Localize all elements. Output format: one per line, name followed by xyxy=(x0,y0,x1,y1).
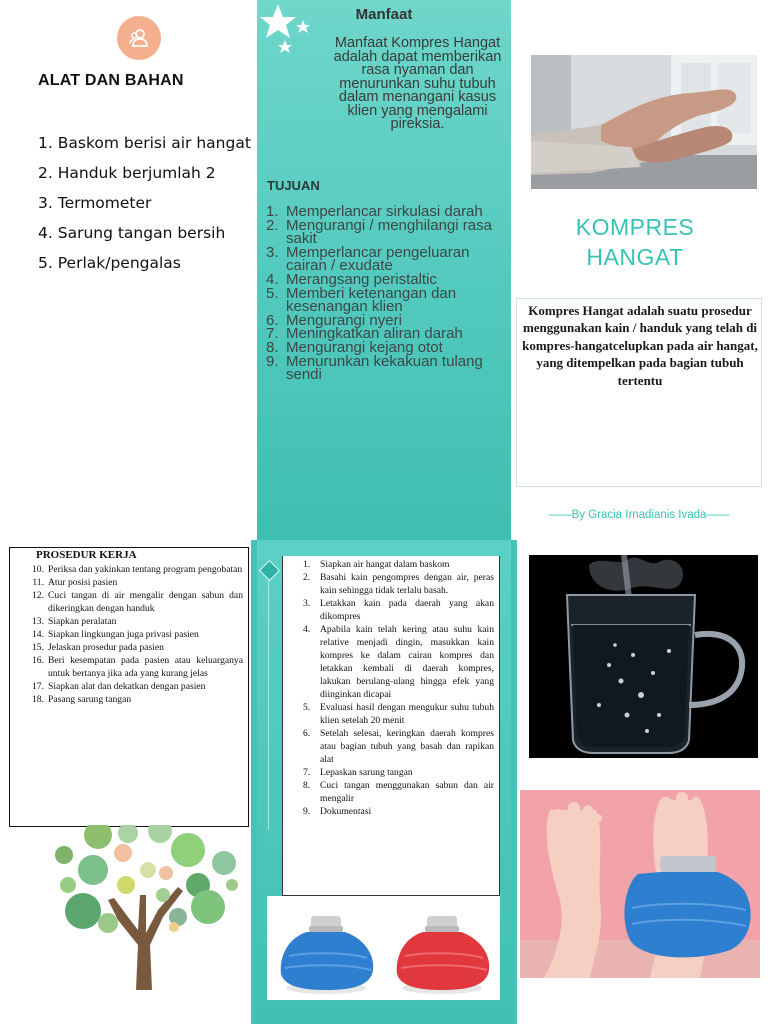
list-label: Memperlancar sirkulasi darah xyxy=(286,203,483,220)
list-item xyxy=(287,727,494,766)
list-number: 8. xyxy=(303,780,311,791)
list-number: 2. xyxy=(266,216,279,234)
list-item xyxy=(38,130,253,160)
list-label: Menurunkan kekakuan tulang sendi xyxy=(286,352,483,384)
list-item xyxy=(266,352,510,384)
list-label: Siapkan alat dan dekatkan dengan pasien xyxy=(48,681,206,692)
list-label: Basahi kain pengompres dengan air, peras kain sehingga tidak terlalu basah. xyxy=(320,572,494,596)
list-number: 5. xyxy=(38,254,53,272)
list-label: Dokumentasi xyxy=(320,806,372,817)
list-number: 2. xyxy=(303,572,311,583)
foot-compress-photo xyxy=(520,790,760,978)
list-label: Baskom berisi air hangat xyxy=(57,134,251,152)
list-item xyxy=(14,576,243,589)
list-item xyxy=(287,623,494,701)
manfaat-text: Manfaat Kompres Hangat adalah dapat memberikan rasa nyaman dan menurunkan suhu tubuh dalam menangani kasus klien yang mengalami pireksia. xyxy=(333,35,502,132)
list-label: Siapkan lingkungan juga privasi pasien xyxy=(48,629,199,640)
teal-divider-left xyxy=(251,540,257,1024)
list-number: 13. xyxy=(32,616,44,627)
list-item xyxy=(38,190,253,220)
tujuan-heading: TUJUAN xyxy=(267,178,320,193)
title-line: HANGAT xyxy=(586,244,684,270)
list-number: 5. xyxy=(303,702,311,713)
list-number: 4. xyxy=(303,624,311,635)
list-label: Memberi ketenangan dan kesenangan klien xyxy=(286,284,457,316)
list-item xyxy=(14,589,243,615)
list-number: 3. xyxy=(303,598,311,609)
list-item xyxy=(287,766,494,779)
list-item xyxy=(14,654,243,680)
alat-bahan-heading: ALAT DAN BAHAN xyxy=(38,72,184,89)
list-number: 16. xyxy=(32,655,44,666)
list-item xyxy=(266,216,510,248)
list-number: 1. xyxy=(266,203,279,220)
title-line: KOMPRES xyxy=(575,214,695,240)
hot-water-bags-photo xyxy=(267,896,500,1000)
list-number: 4. xyxy=(266,270,279,288)
alat-bahan-list xyxy=(38,130,253,280)
tree-illustration-icon xyxy=(48,825,238,990)
list-number: 1. xyxy=(303,559,311,570)
list-item xyxy=(14,680,243,693)
definition-text: Kompres Hangat adalah suatu prosedur menggunakan kain / handuk yang telah di kompres-hangatcelupkan pada air hangat, yang ditempelkan pada bagian tubuh tertentu xyxy=(522,303,758,388)
list-number: 18. xyxy=(32,694,44,705)
page-title xyxy=(519,212,751,272)
list-label: Merangsang peristaltic xyxy=(286,270,437,288)
langkah-list xyxy=(287,558,494,818)
list-label: Periksa dan yakinkan tentang program pengobatan xyxy=(48,564,243,575)
list-item xyxy=(266,284,510,316)
prosedur-list xyxy=(14,563,243,706)
list-label: Jelaskan prosedur pada pasien xyxy=(48,642,164,653)
list-number: 1. xyxy=(38,134,53,152)
list-number: 3. xyxy=(38,194,53,212)
list-number: 10. xyxy=(32,564,44,575)
user-group-icon xyxy=(117,16,161,60)
list-number: 15. xyxy=(32,642,44,653)
list-item xyxy=(38,250,253,280)
list-item xyxy=(14,693,243,706)
list-item xyxy=(287,558,494,571)
list-item xyxy=(287,597,494,623)
list-label: Perlak/pengalas xyxy=(57,254,181,272)
list-label: Lepaskan sarung tangan xyxy=(320,767,413,778)
list-label: Mengurangi / menghilangi rasa sakit xyxy=(286,216,492,248)
list-number: 7. xyxy=(303,767,311,778)
list-label: Beri kesempatan pada pasien atau keluarganya untuk bertanya jika ada yang kurang jelas xyxy=(48,655,243,679)
list-number: 11. xyxy=(32,577,44,588)
author-credit: ——By Gracia Irnadianis Ivada—— xyxy=(548,509,730,521)
list-item xyxy=(287,571,494,597)
list-label: Termometer xyxy=(57,194,152,212)
list-label: Cuci tangan di air mengalir dengan sabun dan dikeringkan dengan handuk xyxy=(48,590,243,614)
list-item xyxy=(14,563,243,576)
list-label: Atur posisi pasien xyxy=(48,577,118,588)
list-number: 8. xyxy=(266,338,279,356)
list-item xyxy=(38,160,253,190)
list-label: Sarung tangan bersih xyxy=(57,224,226,242)
teal-divider-right xyxy=(511,540,517,1024)
list-item xyxy=(287,805,494,818)
tujuan-list xyxy=(266,205,510,382)
list-number: 3. xyxy=(266,243,279,261)
list-number: 9. xyxy=(266,352,279,370)
manfaat-heading: Manfaat xyxy=(355,6,413,23)
list-number: 17. xyxy=(32,681,44,692)
list-label: Cuci tangan menggunakan sabun dan air mengalir xyxy=(320,780,494,804)
list-number: 7. xyxy=(266,325,279,343)
list-item xyxy=(14,615,243,628)
list-label: Evaluasi hasil dengan mengukur suhu tubuh klien setelah 20 menit xyxy=(320,702,494,726)
list-number: 5. xyxy=(266,284,279,302)
list-label: Apabila kain telah kering atau suhu kain relative menjadi dingin, masukkan kain kompres ke dalam cairan kompres dan letakkan kembali di daerah kompres, lakukan berulang-ulang hingga efek yang diinginkan dicapai xyxy=(320,624,494,700)
list-number: 6. xyxy=(303,728,311,739)
list-number: 14. xyxy=(32,629,44,640)
list-item xyxy=(14,628,243,641)
hot-water-glass-photo xyxy=(529,555,758,758)
prosedur-heading: PROSEDUR KERJA xyxy=(36,549,137,561)
list-number: 2. xyxy=(38,164,53,182)
list-item xyxy=(38,220,253,250)
list-label: Mengurangi kejang otot xyxy=(286,338,443,356)
list-label: Siapkan peralatan xyxy=(48,616,117,627)
feet-photo xyxy=(531,55,757,189)
list-label: Handuk berjumlah 2 xyxy=(57,164,216,182)
list-label: Pasang sarung tangan xyxy=(48,694,132,705)
list-label: Setelah selesai, keringkan daerah kompres atau bagian tubuh yang basah dan rapikan alat xyxy=(320,728,494,765)
list-item xyxy=(266,243,510,275)
list-label: Siapkan air hangat dalam baskom xyxy=(320,559,450,570)
list-label: Memperlancar pengeluaran cairan / exudate xyxy=(286,243,470,275)
list-number: 4. xyxy=(38,224,53,242)
list-number: 12. xyxy=(32,590,44,601)
list-number: 6. xyxy=(266,311,279,329)
list-label: Meningkatkan aliran darah xyxy=(286,325,463,343)
list-label: Mengurangi nyeri xyxy=(286,311,402,329)
list-item xyxy=(287,779,494,805)
divider-line xyxy=(268,580,269,830)
list-number: 9. xyxy=(303,806,311,817)
list-item xyxy=(14,641,243,654)
list-item xyxy=(287,701,494,727)
list-label: Letakkan kain pada daerah yang akan dikompres xyxy=(320,598,494,622)
